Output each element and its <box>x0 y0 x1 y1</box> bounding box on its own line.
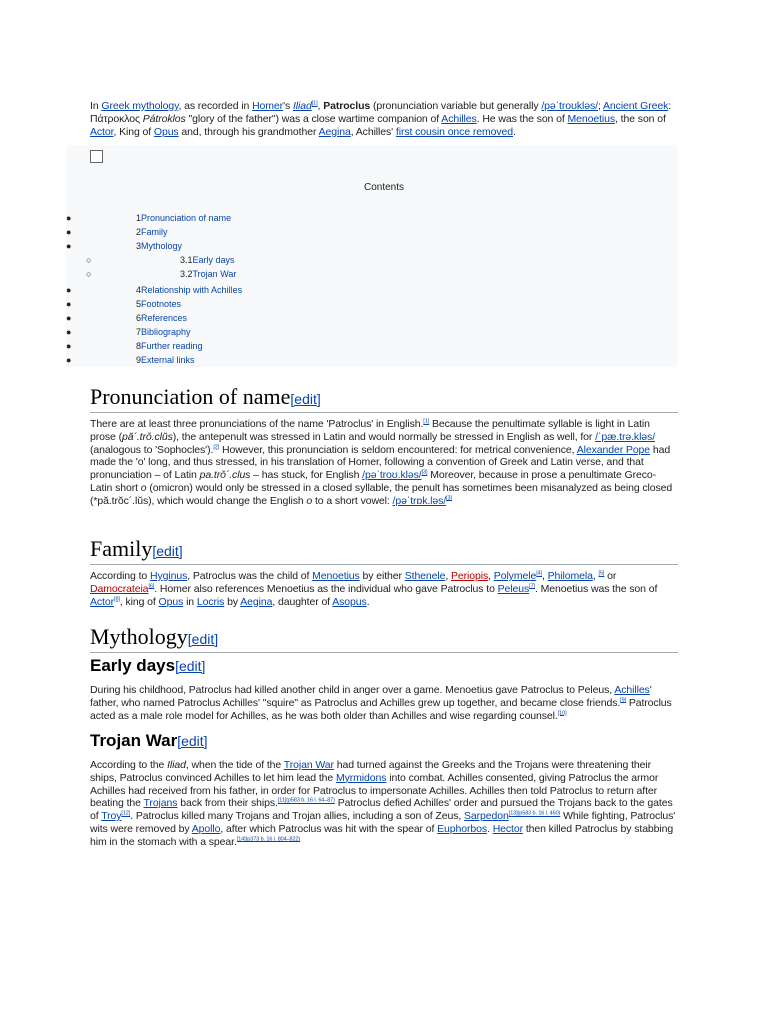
ref-link[interactable]: [8] <box>114 596 120 603</box>
toc-item-external-links[interactable]: 9External links <box>136 355 195 365</box>
ref-link[interactable]: [13](p583 b. 16 l. 460) <box>508 810 561 817</box>
ref-link[interactable]: [3] <box>446 495 452 502</box>
link-ipa[interactable]: /pəˈtroʊkləs/ <box>541 100 598 112</box>
toc-item-further-reading[interactable]: 8Further reading <box>136 341 203 351</box>
link-ipa[interactable]: /ˈpæ.trə.kləs/ <box>595 430 656 443</box>
link-aegina[interactable]: Aegina <box>318 125 351 138</box>
ref-link[interactable]: [2] <box>213 444 220 451</box>
toc-title: Contents <box>363 182 405 193</box>
heading-trojan-war: Trojan War[edit] <box>90 731 208 750</box>
link-trojans[interactable]: Trojans <box>143 797 178 810</box>
link-menoetius[interactable]: Menoetius <box>567 112 616 125</box>
ref-link[interactable]: [3] <box>421 469 428 476</box>
pronunciation-paragraph: There are at least three pronunciations of the name 'Patroclus' in English.[1] Because the penultimate syllable is light in Latin prose (pă´.trŏ.clŭs), the antepenult was stressed in Latin and would normally be stressed in English as well, for /ˈpæ.trə.kləs/ (analogous to 'Sophocles').[2] However, this pronunciation is seldom encountered: for metrical convenience, Alexander Pope had made the 'o' long, and thus stressed, in his translation of Homer, following a convention of Greek and Latin verse, and that pronunciation – of Latin pa.trŏ´.clus – has stuck, for English /pəˈtroʊ.kləs/[3] Moreover, because in prose a penultimate Greco-Latin short o (omicron) would only be stressed in a closed syllable, the penult has sometimes been misanalyzed as being closed (*pă.trŏc´.lŭs), which would change the English o to a short vowel: /pəˈtrɒk.ləs/[3] <box>90 418 673 507</box>
link-myrmidons[interactable]: Myrmidons <box>335 771 387 784</box>
link-peleus[interactable]: Peleus <box>497 582 530 595</box>
toc-item-pronunciation[interactable]: 1Pronunciation of name <box>136 213 232 223</box>
link-locris[interactable]: Locris <box>196 595 225 608</box>
edit-link[interactable]: [edit] <box>187 631 219 647</box>
ref-link[interactable]: [14](p373 b. 16 l. 804–822) <box>236 836 301 843</box>
heading-pronunciation: Pronunciation of name[edit] <box>90 384 678 413</box>
link-aegina[interactable]: Aegina <box>240 595 273 608</box>
link-iliad[interactable]: Iliad <box>292 100 312 112</box>
toc-item-trojan-war[interactable]: 3.2Trojan War <box>180 269 237 279</box>
edit-link[interactable]: [edit] <box>152 543 183 559</box>
link-alexander-pope[interactable]: Alexander Pope <box>576 443 651 456</box>
ref-link[interactable]: [5] <box>598 570 605 577</box>
link-hector[interactable]: Hector <box>492 822 524 835</box>
bullet-icon: ● <box>66 341 72 351</box>
link-opus[interactable]: Opus <box>153 125 179 138</box>
trojan-war-paragraph: According to the Iliad, when the tide of the Trojan War had turned against the Greeks and the Trojans were threatening their ships, Patroclus convinced Achilles to let him lead the Myrmidons into combat. Achilles consented, giving Patroclus the armor Achilles had received from his father, in order for Patroclus to impersonate Achilles. Achilles then told Patroclus to return after beating the Trojans back from their ships.$^{[11](p583 b. 16 l. 64-87)}$ Patroclus defied Achilles' order and pursued the Trojans back to the gates of Troy[12]. Patroclus killed many Trojans and Trojan allies, including a son of Zeus, Sarpedon$^{[13](p583 b. 16 l. 460)}$ While fighting, Patroclus' wits were removed by Apollo, after which Patroclus was hit with the spear of Euphorbos. Hector then killed Patroclus by stabbing him in the stomach with a spear.$^{[14](p373 b. 16 l. 804-822)}$ <box>90 759 676 848</box>
link-greek-mythology[interactable]: Greek mythology <box>101 100 179 112</box>
link-apollo[interactable]: Apollo <box>191 822 221 835</box>
link-actor[interactable]: Actor <box>90 125 114 138</box>
link-trojan-war[interactable]: Trojan War <box>283 759 334 771</box>
article-subject: Patroclus <box>323 100 371 112</box>
ref-link[interactable]: [12] <box>121 810 131 817</box>
link-periopis[interactable]: Periopis <box>451 570 489 582</box>
link-ipa[interactable]: /pəˈtroʊ.kləs/ <box>362 469 422 482</box>
link-menoetius[interactable]: Menoetius <box>312 570 360 582</box>
bullet-icon: ● <box>66 313 72 323</box>
ref-link[interactable]: [6] <box>148 583 155 590</box>
bullet-icon: ● <box>66 227 72 237</box>
family-paragraph: According to Hyginus, Patroclus was the child of Menoetius by either Sthenele, Periopis, Polymele[4], Philomela, [5] or Damocrateia[6]. Homer also references Menoetius as the individual who gave Patroclus to Peleus[7]. Menoetius was the son of Actor[8], king of Opus in Locris by Aegina, daughter of Asopus. <box>90 570 658 608</box>
toc-item-family[interactable]: 2Family <box>136 227 168 237</box>
link-homer[interactable]: Homer <box>252 100 284 112</box>
link-sthenele[interactable]: Sthenele <box>404 570 446 582</box>
link-ipa[interactable]: /pəˈtrɒk.ləs/ <box>392 494 447 507</box>
link-ancient-greek[interactable]: Ancient Greek <box>603 100 669 112</box>
toc-item-relationship[interactable]: 4Relationship with Achilles <box>136 285 243 295</box>
link-polymele[interactable]: Polymele <box>493 570 537 582</box>
link-troy[interactable]: Troy <box>101 810 122 823</box>
link-achilles[interactable]: Achilles <box>441 112 477 125</box>
bullet-icon: ● <box>66 327 72 337</box>
circle-bullet-icon: ○ <box>86 269 92 279</box>
link-philomela[interactable]: Philomela <box>547 570 593 582</box>
bullet-icon: ● <box>66 241 72 251</box>
heading-mythology: Mythology[edit] <box>90 624 678 653</box>
ref-link[interactable]: [4] <box>536 570 543 577</box>
ref-link[interactable]: [7] <box>529 583 535 590</box>
bullet-icon: ● <box>66 213 72 223</box>
ref-link[interactable]: [9] <box>620 697 626 704</box>
early-days-paragraph: During his childhood, Patroclus had killed another child in anger over a game. Menoetius gave Patroclus to Peleus, Achilles' father, who named Patroclus Achilles' "squire" as Patroclus and Achilles grew up together, and became close friends.[9] Patroclus acted as a male role model for Achilles, as he was both older than Achilles and wise regarding counsel.[10] <box>90 684 672 722</box>
toc-item-references[interactable]: 6References <box>136 313 188 323</box>
circle-bullet-icon: ○ <box>86 255 92 265</box>
toc-item-early-days[interactable]: 3.1Early days <box>180 255 235 265</box>
ref-link[interactable]: [1] <box>423 418 430 425</box>
link-first-cousin[interactable]: first cousin once removed <box>395 125 514 138</box>
link-damocrateia[interactable]: Damocrateia <box>90 582 149 595</box>
heading-family: Family[edit] <box>90 536 678 565</box>
link-euphorbos[interactable]: Euphorbos <box>437 822 488 835</box>
heading-early-days: Early days[edit] <box>90 656 206 675</box>
toc-item-bibliography[interactable]: 7Bibliography <box>136 327 191 337</box>
toc-item-footnotes[interactable]: 5Footnotes <box>136 299 182 309</box>
edit-link[interactable]: [edit] <box>290 391 321 407</box>
toc-item-mythology[interactable]: 3Mythology <box>136 241 183 251</box>
link-achilles[interactable]: Achilles <box>614 684 650 696</box>
link-opus[interactable]: Opus <box>158 595 184 608</box>
link-asopus[interactable]: Asopus <box>332 595 367 608</box>
bullet-icon: ● <box>66 299 72 309</box>
bullet-icon: ● <box>66 355 72 365</box>
ref-link[interactable]: [10] <box>557 710 567 717</box>
link-actor[interactable]: Actor <box>90 595 115 608</box>
link-sarpedon[interactable]: Sarpedon <box>464 810 509 823</box>
toc-toggle-checkbox[interactable] <box>90 150 103 163</box>
edit-link[interactable]: [edit] <box>175 658 206 674</box>
edit-link[interactable]: [edit] <box>177 733 208 749</box>
ref-link[interactable]: [1] <box>311 100 318 107</box>
intro-paragraph: In Greek mythology, as recorded in Homer's Iliad[1], Patroclus (pronunciation variable but generally /pəˈtroʊkləs/; Ancient Greek: Πάτροκλος Pátroklos "glory of the father") was a close wartime companion of Achilles. He was the son of Menoetius, the son of Actor, King of Opus and, through his grandmother Aegina, Achilles' first cousin once removed. <box>90 100 672 138</box>
link-hyginus[interactable]: Hyginus <box>149 570 188 582</box>
bullet-icon: ● <box>66 285 72 295</box>
ref-link[interactable]: [11](p583 b. 16 l. 64–87) <box>277 797 335 804</box>
